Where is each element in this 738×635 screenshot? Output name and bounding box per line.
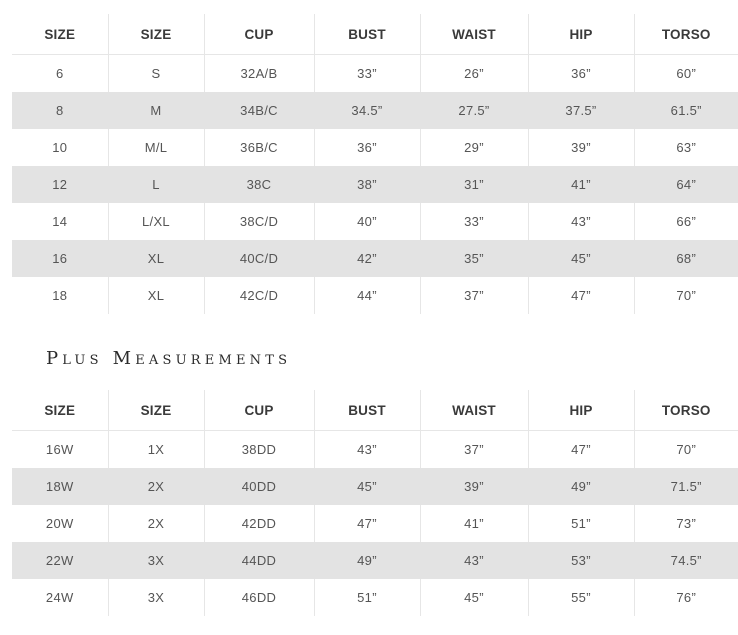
size-letter-cell: 1X (108, 431, 204, 469)
table-row (12, 166, 738, 203)
size-number-cell: 14 (52, 214, 68, 229)
header-hip: HIP (528, 14, 634, 55)
cup-cell: 32A/B (204, 55, 314, 93)
header-size-letter: SIZE (108, 390, 204, 431)
torso-cell: 71.5” (634, 468, 738, 505)
header-row (12, 390, 738, 431)
size-number-cell: 16W (12, 431, 108, 469)
torso-cell: 73” (634, 505, 738, 542)
torso-cell: 70” (634, 431, 738, 469)
size-letter-cell: 2X (108, 468, 204, 505)
hip-cell: 47” (528, 277, 634, 314)
plus-measurements-title: Plus Measurements (46, 348, 292, 369)
size-letter-cell: 3X (108, 542, 204, 579)
cup-cell: 42DD (204, 505, 314, 542)
hip-cell: 51” (528, 505, 634, 542)
cup-cell: 38C (204, 166, 314, 203)
bust-cell: 44” (314, 277, 420, 314)
cup-cell: 40C/D (204, 240, 314, 277)
table-row (12, 240, 738, 277)
torso-cell: 63” (634, 129, 738, 166)
size-letter-cell: L/XL (108, 203, 204, 240)
torso-cell: 66” (634, 203, 738, 240)
header-row (12, 14, 738, 55)
bust-cell: 34.5” (314, 92, 420, 129)
hip-cell: 49” (528, 468, 634, 505)
hip-cell: 45” (528, 240, 634, 277)
header-waist: WAIST (420, 390, 528, 431)
size-letter-cell: L (108, 166, 204, 203)
torso-cell: 70” (634, 277, 738, 314)
header-torso: TORSO (634, 390, 738, 431)
bust-cell: 51” (314, 579, 420, 616)
table-row (12, 579, 738, 616)
header-size-number: SIZE (44, 402, 76, 418)
header-bust: BUST (314, 14, 420, 55)
table-row (12, 431, 738, 469)
table-row (12, 129, 738, 166)
cup-cell: 42C/D (204, 277, 314, 314)
waist-cell: 43” (420, 542, 528, 579)
waist-cell: 29” (420, 129, 528, 166)
size-number-cell: 6 (12, 55, 108, 93)
standard-table-body (12, 55, 738, 315)
header-cup: CUP (204, 14, 314, 55)
bust-cell: 40” (314, 203, 420, 240)
bust-cell: 33” (314, 55, 420, 93)
hip-cell: 43” (528, 203, 634, 240)
hip-cell: 36” (528, 55, 634, 93)
size-letter-cell: M/L (108, 129, 204, 166)
hip-cell: 39” (528, 129, 634, 166)
hip-cell: 53” (528, 542, 634, 579)
size-number-cell: 8 (12, 92, 108, 129)
header-size-letter: SIZE (108, 14, 204, 55)
bust-cell: 49” (314, 542, 420, 579)
cup-cell: 46DD (204, 579, 314, 616)
cup-cell: 38DD (204, 431, 314, 469)
waist-cell: 27.5” (420, 92, 528, 129)
bust-cell: 42” (314, 240, 420, 277)
size-number-cell: 12 (12, 166, 108, 203)
header-cup: CUP (204, 390, 314, 431)
header-bust: BUST (314, 390, 420, 431)
waist-cell: 41” (420, 505, 528, 542)
size-letter-cell: 2X (108, 505, 204, 542)
plus-table-body (12, 431, 738, 617)
bust-cell: 45” (314, 468, 420, 505)
hip-cell: 55” (528, 579, 634, 616)
torso-cell: 76” (634, 579, 738, 616)
hip-cell: 41” (528, 166, 634, 203)
plus-table-header (12, 390, 738, 431)
waist-cell: 35” (420, 240, 528, 277)
cup-cell: 44DD (204, 542, 314, 579)
header-hip: HIP (528, 390, 634, 431)
torso-cell: 74.5” (634, 542, 738, 579)
size-letter-cell: XL (108, 277, 204, 314)
size-number-cell: 16 (12, 240, 108, 277)
size-number-cell: 22W (12, 542, 108, 579)
size-number-cell: 18 (52, 288, 68, 303)
header-torso: TORSO (634, 14, 738, 55)
table-row (12, 92, 738, 129)
waist-cell: 37” (420, 277, 528, 314)
standard-size-table (12, 14, 738, 314)
size-letter-cell: 3X (108, 579, 204, 616)
cup-cell: 34B/C (204, 92, 314, 129)
size-letter-cell: M (108, 92, 204, 129)
table-row (12, 203, 738, 240)
hip-cell: 37.5” (528, 92, 634, 129)
size-number-cell: 18W (12, 468, 108, 505)
bust-cell: 38” (314, 166, 420, 203)
standard-table-header (12, 14, 738, 55)
size-number-cell: 20W (45, 516, 74, 531)
cup-cell: 36B/C (204, 129, 314, 166)
waist-cell: 45” (420, 579, 528, 616)
torso-cell: 60” (634, 55, 738, 93)
size-number-cell: 10 (52, 140, 68, 155)
table-row (12, 468, 738, 505)
size-letter-cell: XL (108, 240, 204, 277)
bust-cell: 36” (314, 129, 420, 166)
header-size-number: SIZE (44, 26, 76, 42)
table-row (12, 505, 738, 542)
size-number-cell: 24W (45, 590, 74, 605)
bust-cell: 43” (314, 431, 420, 469)
bust-cell: 47” (314, 505, 420, 542)
plus-size-table (12, 390, 738, 616)
cup-cell: 38C/D (204, 203, 314, 240)
cup-cell: 40DD (204, 468, 314, 505)
table-row (12, 277, 738, 314)
table-row (12, 55, 738, 93)
waist-cell: 39” (420, 468, 528, 505)
size-letter-cell: S (108, 55, 204, 93)
waist-cell: 26” (420, 55, 528, 93)
waist-cell: 37” (420, 431, 528, 469)
torso-cell: 64” (634, 166, 738, 203)
waist-cell: 33” (420, 203, 528, 240)
torso-cell: 68” (634, 240, 738, 277)
table-row (12, 542, 738, 579)
waist-cell: 31” (420, 166, 528, 203)
header-waist: WAIST (420, 14, 528, 55)
hip-cell: 47” (528, 431, 634, 469)
torso-cell: 61.5” (634, 92, 738, 129)
